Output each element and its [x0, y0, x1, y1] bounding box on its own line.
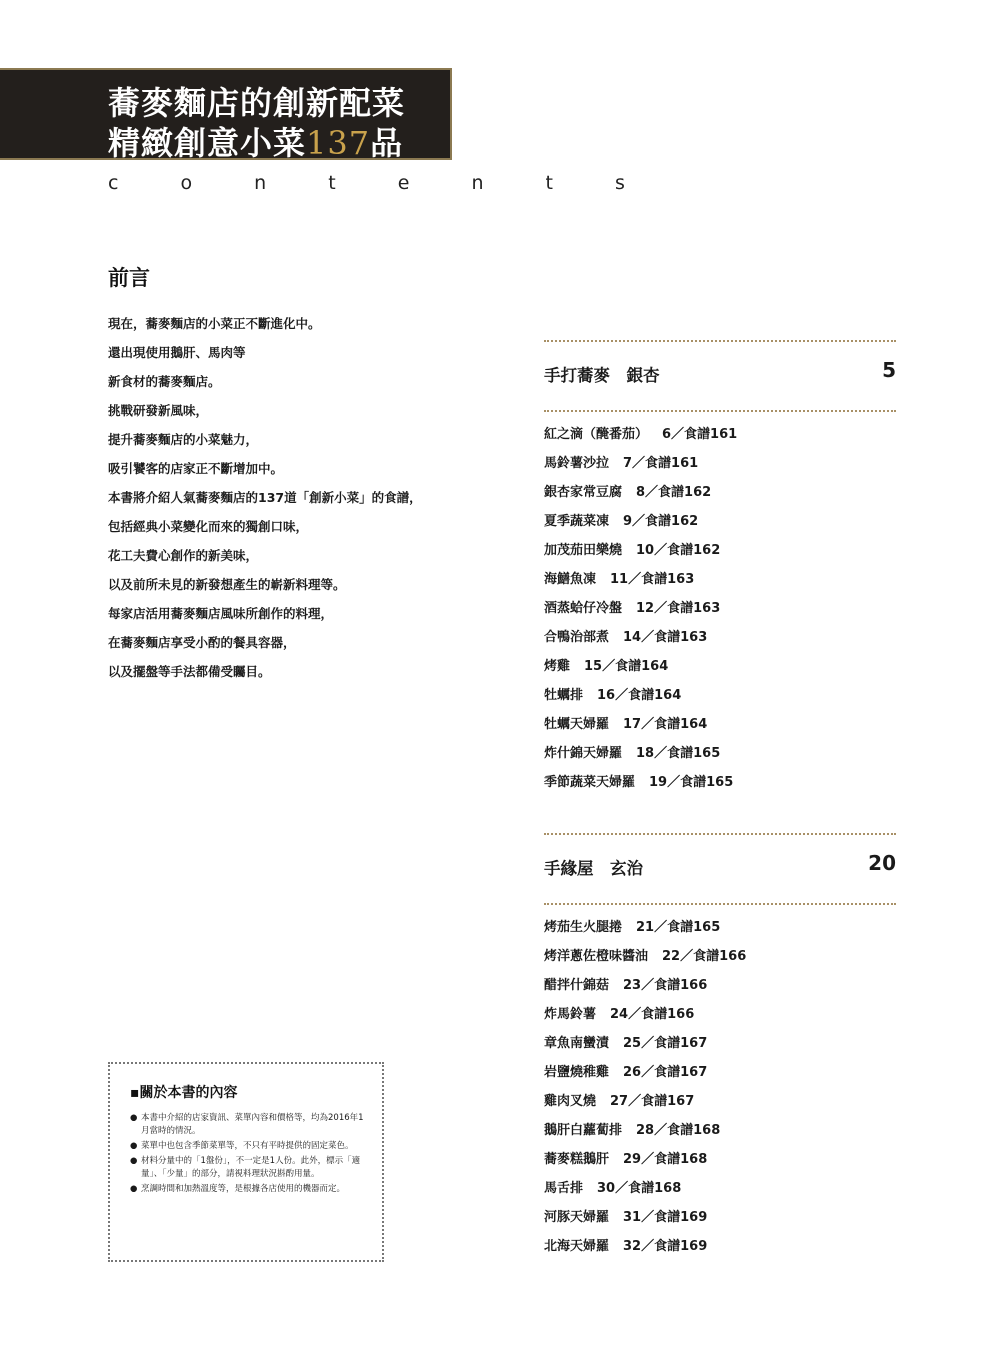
- toc-section-ginkgo: [544, 340, 896, 801]
- section-title: 手緣屋 玄治: [544, 859, 643, 878]
- entry-name: 章魚南蠻漬: [544, 1036, 610, 1051]
- entry-name: 烤茄生火腿捲: [544, 920, 623, 935]
- preface-line: 以及擺盤等手法都備受矚目。: [108, 664, 271, 679]
- toc-entry[interactable]: [544, 453, 896, 482]
- toc-entry[interactable]: [544, 772, 896, 801]
- title-suffix: 品: [370, 124, 404, 162]
- entry-page: 12／食譜163: [636, 601, 721, 616]
- entry-page: 11／食譜163: [610, 572, 695, 587]
- preface-body: [108, 313, 508, 690]
- note-text: 菜單中也包含季節菜單等，不只有平時提供的固定菜色。: [141, 1141, 354, 1151]
- toc-entry[interactable]: [544, 1120, 896, 1149]
- entry-name: 北海天婦羅: [544, 1239, 610, 1254]
- entry-name: 馬舌排: [544, 1181, 584, 1196]
- entry-page: 32／食譜169: [623, 1239, 708, 1254]
- entry-page: 22／食譜166: [662, 949, 747, 964]
- entry-page: 16／食譜164: [597, 688, 682, 703]
- preface-line: 以及前所未見的新發想產生的嶄新料理等。: [108, 577, 346, 592]
- toc-entry[interactable]: [544, 685, 896, 714]
- section-page-number: 20: [868, 851, 896, 875]
- entry-name: 馬鈴薯沙拉: [544, 456, 610, 471]
- toc-entry[interactable]: [544, 424, 896, 453]
- entry-list: [544, 412, 896, 801]
- entry-name: 烤洋蔥佐橙味醬油: [544, 949, 649, 964]
- toc-entry[interactable]: [544, 917, 896, 946]
- entry-page: 7／食譜161: [623, 456, 699, 471]
- bullet-icon: ●: [130, 1113, 138, 1123]
- toc-entry[interactable]: [544, 627, 896, 656]
- note-title: ▪關於本書的內容: [130, 1085, 238, 1101]
- entry-page: 26／食譜167: [623, 1065, 708, 1080]
- entry-page: 27／食譜167: [610, 1094, 695, 1109]
- preface-line: 每家店活用蕎麥麵店風味所創作的料理，: [108, 606, 334, 621]
- toc-entry[interactable]: [544, 1207, 896, 1236]
- preface-line: 在蕎麥麵店享受小酌的餐具容器，: [108, 635, 296, 650]
- toc-section-genji: [544, 833, 896, 1265]
- entry-page: 31／食譜169: [623, 1210, 708, 1225]
- entry-page: 30／食譜168: [597, 1181, 682, 1196]
- entry-page: 17／食譜164: [623, 717, 708, 732]
- preface-line: 挑戰研發新風味，: [108, 403, 209, 418]
- entry-name: 酒蒸蛤仔冷盤: [544, 601, 623, 616]
- entry-page: 29／食譜168: [623, 1152, 708, 1167]
- toc-entry[interactable]: [544, 1091, 896, 1120]
- entry-name: 海鱔魚凍: [544, 572, 597, 587]
- toc-entry[interactable]: [544, 569, 896, 598]
- preface-line: 現在，蕎麥麵店的小菜正不斷進化中。: [108, 316, 321, 331]
- entry-page: 21／食譜165: [636, 920, 721, 935]
- section-title: 手打蕎麥 銀杏: [544, 366, 660, 385]
- toc-entry[interactable]: [544, 656, 896, 685]
- preface-line: 吸引饕客的店家正不斷增加中。: [108, 461, 284, 476]
- entry-page: 25／食譜167: [623, 1036, 708, 1051]
- toc-entry[interactable]: [544, 1062, 896, 1091]
- preface-line: 新食材的蕎麥麵店。: [108, 374, 221, 389]
- toc-entry[interactable]: [544, 975, 896, 1004]
- preface-line: 還出現使用鵝肝、馬肉等: [108, 345, 246, 360]
- entry-page: 8／食譜162: [636, 485, 712, 500]
- note-item: [130, 1183, 368, 1196]
- preface-line: 花工夫費心創作的新美味，: [108, 548, 259, 563]
- entry-name: 牡蠣天婦羅: [544, 717, 610, 732]
- about-book-note: [108, 1062, 384, 1262]
- entry-name: 醋拌什錦菇: [544, 978, 610, 993]
- entry-page: 14／食譜163: [623, 630, 708, 645]
- toc-entry[interactable]: [544, 511, 896, 540]
- toc-entry[interactable]: [544, 946, 896, 975]
- bullet-icon: ●: [130, 1184, 138, 1194]
- contents-label: c o n t e n t s: [108, 172, 653, 194]
- entry-page: 6／食譜161: [662, 427, 738, 442]
- entry-list: [544, 905, 896, 1265]
- note-text: 材料分量中的「1盤份」，不一定是1人份。此外，標示「適量」、「少量」的部分，請視料理狀況斟酌用量。: [141, 1156, 361, 1179]
- entry-name: 炸馬鈴薯: [544, 1007, 597, 1022]
- note-text: 烹調時間和加熱溫度等，是根據各店使用的機器而定。: [141, 1184, 346, 1194]
- entry-page: 9／食譜162: [623, 514, 699, 529]
- entry-name: 炸什錦天婦羅: [544, 746, 623, 761]
- entry-page: 18／食譜165: [636, 746, 721, 761]
- book-title-line-2: [108, 118, 403, 164]
- toc-entry[interactable]: [544, 482, 896, 511]
- entry-name: 雞肉叉燒: [544, 1094, 597, 1109]
- entry-name: 蕎麥糕鵝肝: [544, 1152, 610, 1167]
- entry-name: 銀杏家常豆腐: [544, 485, 623, 500]
- toc-entry[interactable]: [544, 598, 896, 627]
- title-count: 137: [306, 124, 371, 162]
- preface-line: 提升蕎麥麵店的小菜魅力，: [108, 432, 259, 447]
- entry-name: 合鴨治部煮: [544, 630, 610, 645]
- entry-page: 19／食譜165: [649, 775, 734, 790]
- note-item: [130, 1140, 368, 1153]
- preface-heading: 前言: [108, 266, 150, 290]
- book-title-line-1: 蕎麥麵店的創新配菜: [108, 84, 406, 122]
- title-banner: [0, 68, 452, 160]
- note-item: [130, 1155, 368, 1181]
- entry-page: 28／食譜168: [636, 1123, 721, 1138]
- bullet-icon: ●: [130, 1156, 138, 1166]
- entry-page: 15／食譜164: [584, 659, 669, 674]
- entry-name: 夏季蔬菜凍: [544, 514, 610, 529]
- entry-name: 烤雞: [544, 659, 571, 674]
- entry-page: 10／食譜162: [636, 543, 721, 558]
- section-header: [544, 342, 896, 410]
- entry-name: 加茂茄田樂燒: [544, 543, 623, 558]
- preface-line: 本書將介紹人氣蕎麥麵店的137道「創新小菜」的食譜，: [108, 490, 422, 505]
- toc-entry[interactable]: [544, 1033, 896, 1062]
- toc-entry[interactable]: [544, 743, 896, 772]
- preface-line: 包括經典小菜變化而來的獨創口味，: [108, 519, 309, 534]
- toc-entry[interactable]: [544, 1149, 896, 1178]
- entry-name: 岩鹽燒稚雞: [544, 1065, 610, 1080]
- entry-page: 23／食譜166: [623, 978, 708, 993]
- entry-name: 紅之滴（醃番茄）: [544, 427, 649, 442]
- section-page-number: 5: [882, 358, 896, 382]
- entry-name: 牡蠣排: [544, 688, 584, 703]
- toc-entry[interactable]: [544, 540, 896, 569]
- section-header: [544, 835, 896, 903]
- toc-entry[interactable]: [544, 714, 896, 743]
- toc-entry[interactable]: [544, 1236, 896, 1265]
- note-item: [130, 1112, 368, 1138]
- entry-name: 鵝肝白蘿蔔排: [544, 1123, 623, 1138]
- toc-entry[interactable]: [544, 1178, 896, 1207]
- entry-name: 河豚天婦羅: [544, 1210, 610, 1225]
- toc-entry[interactable]: [544, 1004, 896, 1033]
- note-text: 本書中介紹的店家資訊、菜單內容和價格等，均為2016年1月當時的情況。: [141, 1113, 364, 1136]
- title-prefix: 精緻創意小菜: [108, 124, 307, 162]
- bullet-icon: ●: [130, 1141, 138, 1151]
- entry-name: 季節蔬菜天婦羅: [544, 775, 636, 790]
- entry-page: 24／食譜166: [610, 1007, 695, 1022]
